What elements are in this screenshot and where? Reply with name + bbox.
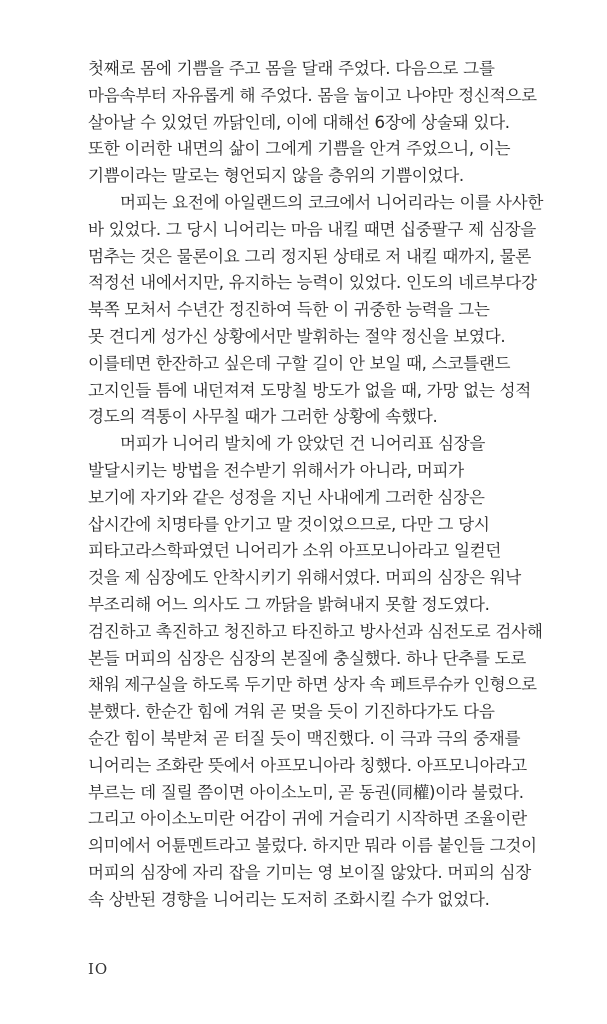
text-line: 피타고라스학파였던 니어리가 소위 아프모니아라고 일컫던 [88,541,502,561]
text-line: 살아날 수 있었던 까닭인데, 이에 대해선 6장에 상술돼 있다. [88,112,510,132]
text-line: 부르는 데 질릴 쯤이면 아이소노미, 곧 동권(同權)이라 불렀다. [88,782,524,802]
text-line: 본들 머피의 심장은 심장의 본질에 충실했다. 하나 단추를 도로 [88,648,527,668]
text-line: 바 있었다. 그 당시 니어리는 마음 내킬 때면 십중팔구 제 심장을 [88,219,536,239]
page-number: IO [88,960,109,978]
text-line: 검진하고 촉진하고 청진하고 타진하고 방사선과 심전도로 검사해 [88,621,543,641]
text-line: 것을 제 심장에도 안착시키기 위해서였다. 머피의 심장은 워낙 [88,568,522,588]
text-line: 멈추는 것은 물론이요 그리 정지된 상태로 저 내킬 때까지, 물론 [88,246,531,266]
text-line: 분했다. 한순간 힘에 겨워 곧 멎을 듯이 기진하다가도 다음 [88,702,495,722]
text-line: 삽시간에 치명타를 안기고 말 것이었으므로, 다만 그 당시 [88,514,490,534]
text-line: 이를테면 한잔하고 싶은데 구할 길이 안 보일 때, 스코틀랜드 [88,353,511,373]
text-line: 고지인들 틈에 내던져져 도망칠 방도가 없을 때, 가망 없는 성적 [88,380,531,400]
text-line: 의미에서 어튠멘트라고 불렀다. 하지만 뭐라 이름 붙인들 그것이 [88,836,537,856]
text-line: 적정선 내에서지만, 유지하는 능력이 있었다. 인도의 네르부다강 [88,273,537,293]
text-line: 머피가 니어리 발치에 가 앉았던 건 니어리표 심장을 [120,434,486,454]
text-line: 첫째로 몸에 기쁨을 주고 몸을 달래 주었다. 다음으로 그를 [88,59,495,78]
text-line: 니어리는 조화란 뜻에서 아프모니아라 칭했다. 아프모니아라고 [88,755,527,775]
text-line: 보기에 자기와 같은 성정을 지닌 사내에게 그러한 심장은 [88,487,485,507]
text-line: 부조리해 어느 의사도 그 까닭을 밝혀내지 못할 정도였다. [88,594,490,614]
text-line: 속 상반된 경향을 니어리는 도저히 조화시킬 수가 없었다. [88,889,490,909]
text-line: 순간 힘이 북받쳐 곧 터질 듯이 맥진했다. 이 극과 극의 중재를 [88,728,521,748]
text-line: 북쪽 모처서 수년간 정진하여 득한 이 귀중한 능력을 그는 [88,300,490,320]
text-line: 머피는 요전에 아일랜드의 코크에서 니어리라는 이를 사사한 [120,192,544,212]
page-body [88,56,553,914]
text-line: 경도의 격통이 사무칠 때가 그러한 상황에 속했다. [88,407,438,427]
text-line: 머피의 심장에 자리 잡을 기미는 영 보이질 않았다. 머피의 심장 [88,862,531,882]
text-line: 기쁨이라는 말로는 형언되지 않을 층위의 기쁨이었다. [88,166,464,186]
text-line: 채워 제구실을 하도록 두기만 하면 상자 속 페트루슈카 인형으로 [88,675,537,695]
text-line: 못 견디게 성가신 상황에서만 발휘하는 절약 정신을 보였다. [88,326,506,346]
text-line: 마음속부터 자유롭게 해 주었다. 몸을 눕이고 나야만 정신적으로 [88,85,537,105]
text-line: 또한 이러한 내면의 삶이 그에게 기쁨을 안겨 주었으니, 이는 [88,139,511,159]
text-line: 발달시키는 방법을 전수받기 위해서가 아니라, 머피가 [88,460,464,480]
text-line: 그리고 아이소노미란 어감이 귀에 거슬리기 시작하면 조율이란 [88,809,527,829]
